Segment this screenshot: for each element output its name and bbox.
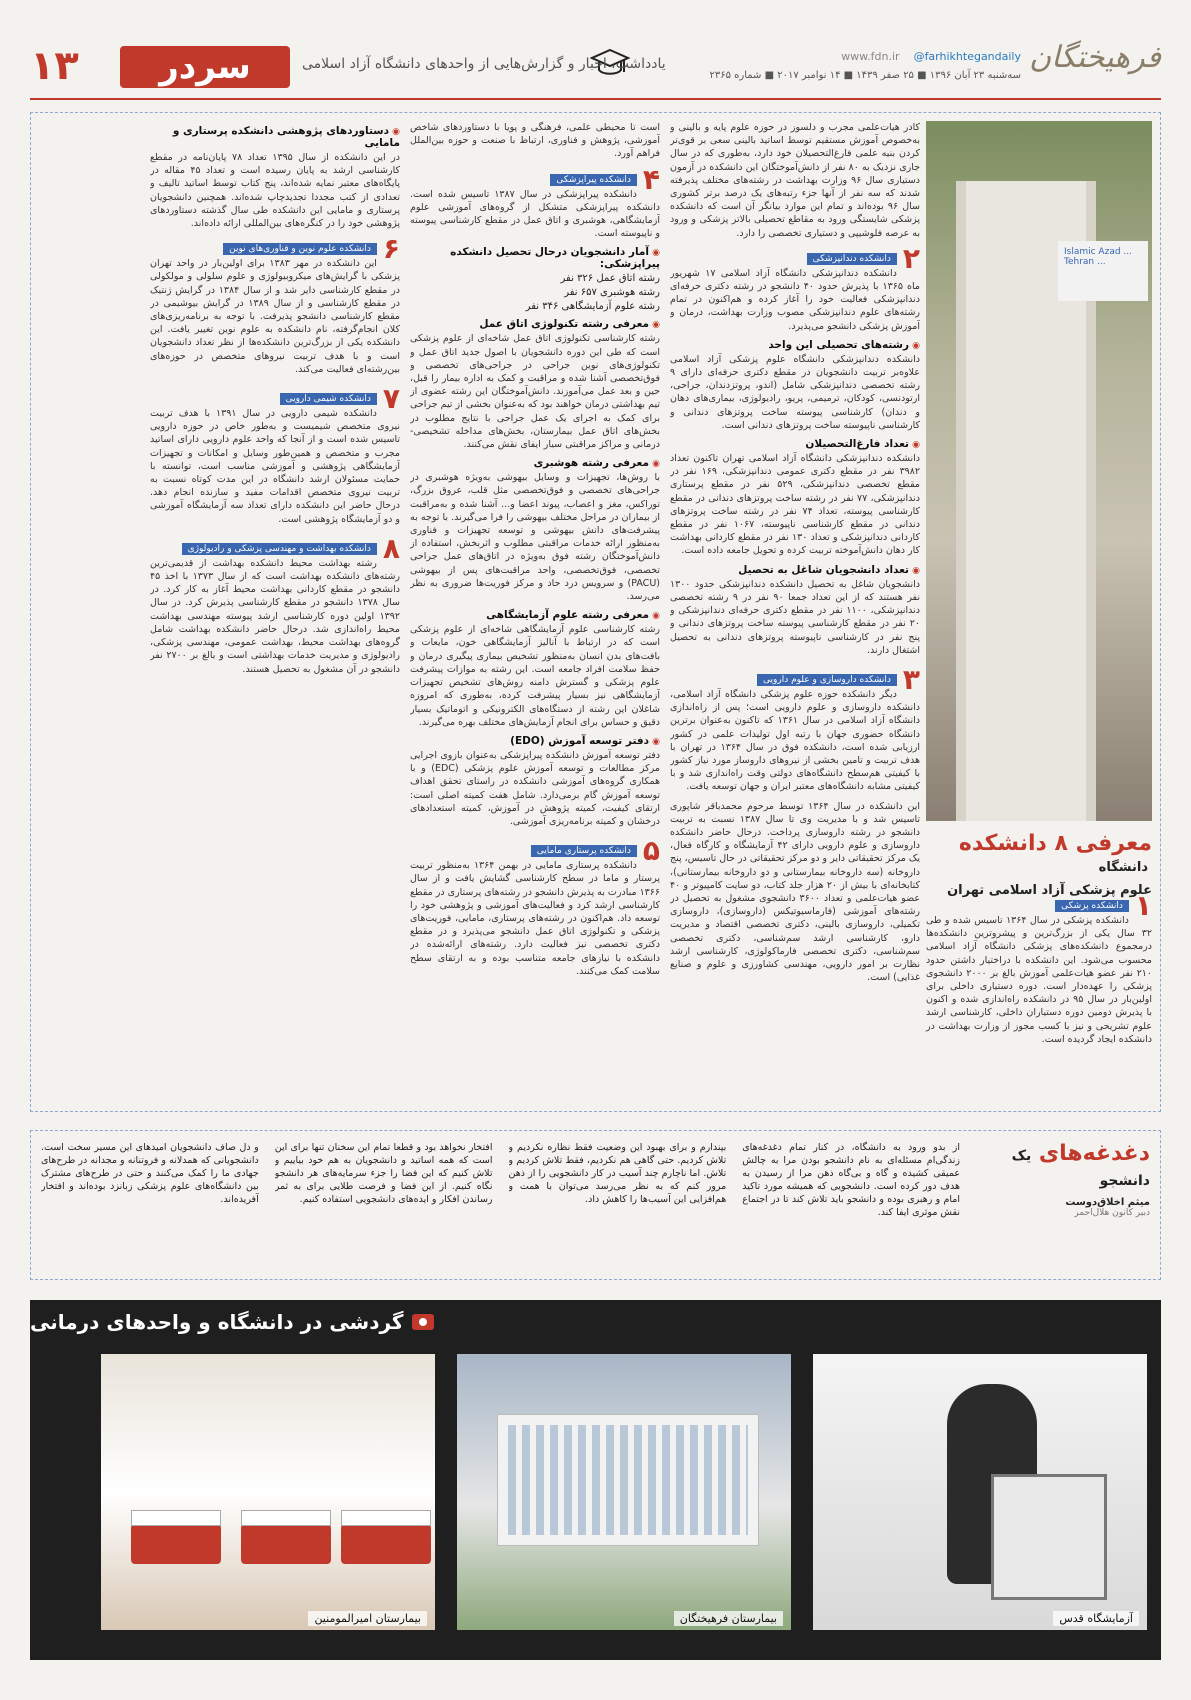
essay-author-role: دبیر کانون هلال‌احمر (1074, 1208, 1150, 1218)
ward-photo[interactable] (101, 1354, 435, 1630)
item-number: ۸ (382, 531, 400, 565)
faculty-tag: دانشکده داروسازی و علوم دارویی (757, 674, 897, 686)
section-banner: سردر (120, 46, 290, 88)
hospital-building (497, 1414, 759, 1546)
essay-title (970, 1141, 1150, 1191)
essay-title-main: دغدغه‌های (1038, 1141, 1150, 1166)
faculty-text: دیگر دانشکده حوزه علوم پزشکی دانشگاه آزاد اسلامی، دانشکده داروسازی و علوم دارویی است؛ پس از راه‌اندازی دانشگاه آزاد اسلامی در سال ۱۳۶۱ که تاکنون به‌عنوان برترین دانشگاه حضوری جهان با رتبه اول تولیدات علمی در کشور ارزیابی شده است، دانشکده فوق در سال ۱۳۶۴ در تهران با هدف تربیت و تامین بخشی از نیروهای داروساز مورد نیاز کشور با کیفیتی هم‌سطح دانشگاه‌های دولتی وقت راه‌اندازی شد و با کیفیتی مشابه دانشگاه‌های معتبر ایران و جهان توسعه یافت. (670, 688, 920, 793)
headline-main: معرفی ۸ دانشکده (958, 831, 1152, 856)
subheading: ◉ معرفی رشته تکنولوژی اتاق عمل (410, 318, 660, 330)
paragraph: است تا محیطی علمی، فرهنگی و پویا با دستاوردهای شاخص آموزشی، پژوهش و فناوری، ارتباط با صنعت و حوزه بین‌الملل فراهم آورد. (410, 122, 660, 160)
lab-photo[interactable] (813, 1354, 1147, 1630)
faculty-paramedical-block (410, 162, 660, 829)
faculty-text: دانشکده پرستاری مامایی در بهمن ۱۳۶۴ به‌منظور تربیت پرستار و ماما در سطح کارشناسی گشایش یافت و از سال ۱۳۶۶ مبادرت به پذیرش دانشجو در رشته‌های پرستاری در مقطع کارشناسی ارشد کرد و فعالیت‌های آموزشی و پژوهشی خود را توسعه داد. هم‌اکنون در رشته‌های پرستاری، مامایی، فوریت‌های پزشکی و تکنولوژی اتاق عمل دانشجو می‌پذیرد و در مقطع دکتری تخصصی نیز فعالیت دارد. رشته‌های ارائه‌شده در دانشکده با نیازهای جامعه متناسب بوده و به ارتقای سطح سلامت کمک می‌کنند. (410, 860, 660, 977)
subheading: ◉ دفتر توسعه آموزش (EDO) (410, 735, 660, 747)
gallery-title: گردشی در دانشگاه و واحدهای درمانی (30, 1310, 404, 1334)
gallery-header (30, 1300, 1161, 1344)
paragraph: دانشکده دندانپزشکی دانشگاه آزاد اسلامی تهران تاکنون تعداد ۳۹۸۲ نفر در مقطع دکتری عمومی دندانپزشکی، ۱۶۹ نفر در مقطع تخصصی دندانپزشکی، ۵۲۹ نفر در مقطع پرستاری دندانپزشکی، ۷۷ نفر در رشته ساخت پروتزهای دندانی در مقطع کارشناسی پیوسته، تعداد ۷۴ نفر در رشته ساخت پروتزهای دندانی در مقطع کارشناسی ناپیوسته، ۱۰۶۷ نفر در مقطع کاردانی دندانپزشکی و تعداد ۱۳۰ نفر در مقطع کاردانی بهداشت کار دهان دانش‌آموخته تربیت کرده و تحویل جامعه داده است. (670, 453, 920, 557)
page-number: ۱۳ (30, 43, 79, 89)
item-number: ۶ (382, 232, 400, 266)
paragraph: دانشکده دندانپزشکی دانشگاه علوم پزشکی آزاد اسلامی علاوه‌بر تربیت دانشجویان در مقطع دکتری حرفه‌ای دارای ۹ رشته تخصصی دندانپزشکی شامل (اندو، پروتزدندان، جراحی، ارتودنسی، کودکان، ترمیمی، پریو، رادیولوژی، بیماری‌های دهان و دندان) کارشناسی پیوسته ساخت پروتزهای دندانی و کارشناسی ناپیوسته ساخت پروتزهای دندانی است. (670, 353, 920, 431)
item-number: ۴ (642, 162, 660, 196)
essay-body (41, 1141, 960, 1269)
faculty-tag: دانشکده علوم نوین و فناوری‌های نوین (223, 243, 377, 255)
item-number: ۱ (1134, 889, 1152, 922)
opinion-essay (30, 1130, 1161, 1280)
paragraph: دفتر توسعه آموزش دانشکده پیراپزشکی به‌عنوان بازوی اجرایی مرکز مطالعات و توسعه آموزش علوم پزشکی (EDC) و با همکاری گروه‌های آموزشی دانشکده در راستای تحقق اهداف توسعه آموزش گام برمی‌دارد. شامل هفت کمیته اصلی است: ارتقای کیفیت، کمیته پژوهش در آموزش، کمیته استعدادهای درخشان و کمیته برنامه‌ریزی آموزشی. (410, 749, 660, 827)
item-number: ۵ (642, 834, 660, 868)
faculty-text: دانشکده دندانپزشکی دانشگاه آزاد اسلامی ۱۷ شهریور ماه ۱۳۶۵ با پذیرش حدود ۴۰ دانشجو در رشته دکتری حرفه‌ای دندانپزشکی فعالیت خود را آغاز کرده و هم‌اکنون در تمام رشته‌های علوم دندانپزشکی مصوب وزارت بهداشت، درمان و آموزش پزشکی دانشجو می‌پذیرد. (670, 267, 920, 332)
item-number: ۲ (902, 241, 920, 275)
faculty-health-block (150, 531, 400, 676)
subheading: ◉ تعداد فارغ‌التحصیلان (670, 438, 920, 450)
essay-title-suffix: یک دانشجو (1011, 1148, 1150, 1189)
essay-header (970, 1141, 1150, 1218)
faculty-text: این دانشکده در مهر ۱۳۸۳ برای اولین‌بار در واحد تهران پزشکی با گرایش‌های میکروبیولوژی و علوم سلولی و مولکولی در مقطع کارشناسی دایر شد و از سال ۱۳۸۴ در گرایش ژنتیک در مقطع کارشناسی و از سال ۱۳۸۹ در گرایش بیوشیمی در مقطع کارشناسی دانشجو پذیرفت. با توجه به برنامه‌ریزی‌های کلان انجام‌گرفته، نام دانشکده به علوم نوین تغییر یافت. این دانشکده یکی از بزرگ‌ترین دانشکده‌ها از نظر تعداد دانشجویان است و با هدف تربیت نیروهای متخصص در حوزه‌های بین‌رشته‌ای فعالیت می‌کند. (150, 258, 400, 375)
faculty-text: دانشکده پیراپزشکی در سال ۱۳۸۷ تاسیس شده است. دانشکده پیراپزشکی متشکل از گروه‌های آموزشی علوم آزمایشگاهی، هوشبری و اتاق عمل در مقطع کارشناسی پیوسته و ناپیوسته است. (410, 188, 660, 240)
faculty-tag: دانشکده دندانپزشکی (807, 253, 897, 265)
hospital-bed (241, 1524, 331, 1564)
faculty-text: دانشکده شیمی دارویی در سال ۱۳۹۱ با هدف تربیت نیروی متخصص شیمیست و به‌طور خاص در حوزه دارویی تاسیس شده است و از آنجا که واحد علوم دارویی دارای اساتید مجرب و متخصص و همین‌طور وسایل و امکانات و تجهیزات آزمایشگاهی پژوهشی و آموزشی مناسب است، توانسته با حمایت مسئولان ارشد دانشگاه در این مدت کوتاه نسبت به تربیت نیروی متخصص اقدامات مفید و سازنده انجام دهد. درحال حاضر این دانشکده دارای تعداد سه آزمایشگاه آموزشی و دو آزمایشگاه پژوهشی است. (150, 408, 400, 525)
hospital-photo[interactable] (457, 1354, 791, 1630)
building-photo (926, 121, 1152, 821)
social-links (841, 50, 1021, 63)
essay-paragraph: افتخار نخواهد بود و قطعا تمام این سخنان تنها برای این است که همه اساتید و دانشجویان به هم خود بیاییم و تلاش کنیم که این فضا را جزء سرمایه‌های هر دانشجو نگاه کنیم. از این فضا و فرصت طلایی برای به ثمر رساندن افکار و ایده‌های دانشجویی استفاده کنیم. (274, 1142, 493, 1205)
paragraph: رشته کارشناسی تکنولوژی اتاق عمل شاخه‌ای از علوم پزشکی است که طی این دوره دانشجویان با اصول جدید اتاق عمل و تکنولوژی‌های نوین جراحی در جراحی‌های تخصصی و فوق‌تخصصی آشنا شده و مراقبت و کمک به اداره بیمار را قبل، حین و بعد عمل می‌آموزند. دانش‌آموختگان این رشته عضوی از تیم بهداشتی درمان خواهند بود که به‌عنوان بخشی از تیم جراحی برای کمک به اجرای یک عمل جراحی با نتایج مطلوب در بخش‌های اتاق عمل بیمارستان، بخش‌های مداخله تشخیصی-درمانی و مراکز مراقبتی سیار ایفای نقش می‌کنند. (410, 333, 660, 451)
faculty-tag: دانشکده شیمی دارویی (280, 393, 377, 405)
medicine-continued: کادر هیات‌علمی مجرب و دلسوز در حوزه علوم پایه و بالینی و به‌خصوص آموزش مستقیم توسط اساتید بالینی سعی بر قوی‌تر کردن بنیه علمی فارغ‌التحصیلان خود دارد، به‌طوری که در سال جاری نزدیک به ۸۰ نفر از دانش‌آموختگان این دانشکده در آزمون دستیاری سال ۹۶ وزارت بهداشت در رشته‌های مختلف پذیرفته شدند که سه نفر از آنها جزء رتبه‌های یک درصد برتر کشوری سال ۹۶ بوده‌اند و تمام این موارد بیانگر آن است که دانشکده پزشکی شایستگی ورود به مقاطع تحصیلی بالاتر پزشکی و ورود به عرصه فلوشیپی و دستیاری تخصصی را دارد. (670, 122, 920, 239)
camera-icon (412, 1314, 434, 1330)
faculty-pharmacy-block (670, 662, 920, 984)
masthead (30, 40, 1161, 90)
column-c (150, 121, 400, 1103)
photo-caption: بیمارستان امیرالمومنین (308, 1611, 427, 1626)
faculty-tag: دانشکده پزشکی (1055, 900, 1129, 912)
newspaper-logo[interactable]: فرهیختگان (1029, 40, 1161, 75)
essay-paragraph: بپندارم و برای بهبود این وضعیت فقط نظاره نکردیم و تلاش کردیم. حتی گاهی هم نکردیم، فقط تلاش کردیم و تلاش. اما ناچارم چند آسیب در کار دانشجویی را از ذهن مرور کنم که به نظر می‌رسد می‌توان با همت و هم‌افزایی این آسیب‌ها را کاهش داد. (508, 1142, 727, 1205)
hospital-bed (341, 1524, 431, 1564)
stat-line: رشته هوشبری ۶۵۷ نفر (564, 287, 660, 299)
faculty-nursing-block (410, 834, 660, 978)
faculty-text: رشته بهداشت محیط دانشکده بهداشت از قدیمی‌ترین رشته‌های دانشکده بهداشت است که از سال ۱۳۷۳ با اخذ ۴۵ دانشجو در مقطع کاردانی بهداشت محیط آغاز به کار کرد. در سال ۱۳۷۸ دانشجو در مقطع کارشناسی پذیرش کرد. در سال ۱۳۹۲ اولین دوره کارشناسی ارشد پیوسته مهندسی بهداشت محیط راه‌اندازی شد. درحال حاضر دانشکده بهداشت شامل گروه‌های بهداشت محیط، بهداشت عمومی، مهندسی پزشکی، رادیولوژی و مدیریت خدمات بهداشتی است و بالغ بر ۲۷۰۰ نفر دانشجو در آن مشغول به تحصیل هستند. (150, 557, 400, 675)
masthead-rule (30, 98, 1161, 100)
photo-caption: بیمارستان فرهیختگان (674, 1611, 783, 1626)
faculty-tag: دانشکده پرستاری مامایی (531, 845, 637, 857)
column-b (410, 121, 660, 1103)
faculty-dentistry-block (670, 241, 920, 657)
paragraph: رشته کارشناسی علوم آزمایشگاهی شاخه‌ای از علوم پزشکی است که در ارتباط با آنالیز آزمایشگاهی خون، مایعات و بافت‌های بدن انسان به‌منظور تشخیص بیماری پیگیری درمان و حفظ سلامت افراد جامعه است. این رشته به موازات پیشرفت علوم پزشکی و گسترش دامنه روش‌های تشخیص تجهیزات آزمایشگاهی نیز بسیار پیشرفت کرده، به‌طوری که امروزه شاغلان این رشته از دستگاه‌های الکترونیکی و اتوماتیک بسیار دقیق و حساس برای انجام آزمایش‌های مختلف بهره می‌گیرند. (410, 624, 660, 728)
dateline: سه‌شنبه ۲۳ آبان ۱۳۹۶ ■ ۲۵ صفر ۱۴۳۹ ■ ۱۴ نوامبر ۲۰۱۷ ■ شماره ۲۳۶۵ (709, 70, 1021, 81)
telegram-link[interactable]: @farhikhtegandaily (913, 50, 1021, 63)
essay-paragraph: از بدو ورود به دانشگاه، در کنار تمام دغدغه‌های زندگی‌ام مسئله‌ای به نام دانشجو بودن مرا به چالش عمیقی کشیده و گاه و بی‌گاه ذهن مرا از رسیدن به هدف دور کرده است. دانشجویی که همیشه مورد تاکید امام و رهبری بوده و دانشجو باید تلاش کند تا در اجتماع نقش موثری ایفا کند. (742, 1142, 960, 1218)
stat-line: رشته اتاق عمل ۳۲۶ نفر (560, 273, 660, 285)
paragraph: با روش‌ها، تجهیزات و وسایل بیهوشی به‌ویژه هوشبری در جراحی‌های تخصصی و فوق‌تخصصی مثل قلب، عروق بزرگ، توراکس، مغز و اعصاب، پیوند اعضا و... آشنا شده و به‌مراقبت از بیماران در مراحل مختلف بیهوشی را فرا می‌گیرند. با توجه به پیشرفت‌های دانش بیهوشی و توسعه تجهیزات و فناوری به‌منظور ارائه خدمات مراقبتی مطلوب و اثربخش، استفاده از دانش‌آموختگان رشته فوق به‌ویژه در اتاق‌های عمل جراحی تخصصی، فوق‌تخصصی، واحد مراقبت‌های پس از بیهوشی (PACU) و سرویس درد حاد و مرکز فوریت‌ها ضروری به نظر می‌رسد. (410, 472, 660, 603)
essay-paragraph: و دل صاف دانشجویان امیدهای این مسیر سخت است. دانشجویانی که همدلانه و فروتنانه و مجدانه در طرح‌های جهادی ما را کمک می‌کنند و حتی در طرح‌های مشترک بین دانشگاه‌های علوم پزشکی زبانزد بوده‌اند و افتخار آفریده‌اند. (41, 1142, 259, 1205)
subheading: ◉ تعداد دانشجویان شاغل به تحصیل (670, 564, 920, 576)
paragraph: دانشجویان شاغل به تحصیل دانشکده دندانپزشکی حدود ۱۳۰۰ نفر هستند که از این تعداد جمعا ۹۰ نفر در ۹ رشته تخصصی دندانپزشکی، ۱۱۰۰ نفر در مقطع دکتری حرفه‌ای دندانپزشکی و ۲۰ نفر در مقطع کارشناسی پیوسته ساخت پروتزهای دندانی و پنج نفر در کارشناسی ناپیوسته پروتزهای دندانی به تحصیل اشتغال دارند. (670, 578, 920, 656)
microscope (991, 1474, 1107, 1600)
item-number: ۳ (902, 662, 920, 696)
website-link[interactable]: www.fdn.ir (841, 50, 900, 63)
faculty-pharma-chem-block (150, 382, 400, 526)
subheading: ◉ معرفی رشته هوشبری (410, 457, 660, 469)
subheading: ◉ دستاوردهای پژوهشی دانشکده پرستاری و مامایی (150, 125, 400, 149)
column-a (670, 121, 920, 1103)
stat-line: رشته علوم آزمایشگاهی ۳۴۶ نفر (525, 301, 660, 313)
headline-suffix: دانشگاه (1098, 860, 1148, 875)
feature-headline (926, 831, 1152, 898)
subheading: ◉ رشته‌های تحصیلی این واحد (670, 339, 920, 351)
faculty-text: این دانشکده در سال ۱۳۶۴ توسط مرحوم محمدباقر شاپوری تاسیس شد و با مدیریت وی تا سال ۱۳۸۷ نسبت به تربیت دانشجو در رشته داروسازی پرداخت. درحال حاضر دانشکده داروسازی و علوم دارویی دارای ۴۲ آزمایشگاه و کارگاه فعال، یک مرکز تحقیقاتی دایر و دو مرکز تحقیقاتی در حال تاسیس، پنج داروخانه (سه داروخانه بیمارستانی و دو داروخانه بیمارستانی)، کتابخانه‌ای با بیش از ۲۰ هزار جلد کتاب، دو سایت کامپیوتر و ۴۰ عضو هیات‌علمی و تعداد ۳۶۰۰ دانشجوی مشغول به تحصیل در رشته‌های آموزشی (فارماسیوتیکس (داروسازی)، داروسازی تکمیلی، داروسازی بالینی، دکتری تخصصی اقتصاد و مدیریت دارو، کارشناسی ارشد سم‌شناسی، دکتری تخصصی سم‌شناسی، دکتری تخصصی فارماکولوژی، کارشناسی ارشد نظارت بر امور دارویی، مهندسی کشاورزی و علوم و صنایع غذایی) است. (670, 800, 920, 984)
faculty-tag: دانشکده پیراپزشکی (550, 174, 636, 186)
section-subtitle: یادداشت، اخبار و گزارش‌هایی از واحدهای دانشگاه آزاد اسلامی (302, 56, 666, 72)
subheading: ◉ معرفی رشته علوم آزمایشگاهی (410, 609, 660, 621)
photo-gallery (30, 1300, 1161, 1660)
building-sign: Islamic Azad ... Tehran ... (1058, 241, 1148, 301)
faculty-modern-sciences-block (150, 232, 400, 376)
subheading: ◉ آمار دانشجویان درحال تحصیل دانشکده پیراپزشکی: (410, 246, 660, 270)
photo-caption: آزمایشگاه قدس (1053, 1611, 1139, 1626)
headline-subtitle: علوم پزشکی آزاد اسلامی تهران (947, 883, 1152, 898)
essay-author: میثم اخلاق‌دوست (1065, 1197, 1150, 1208)
paragraph: در این دانشکده از سال ۱۳۹۵ تعداد ۷۸ پایان‌نامه در مقطع کارشناسی ارشد به پایان رسیده است و تعداد ۴۵ مقاله در پایگاه‌های معتبر نمایه شده‌اند، پنج کتاب توسط اساتید تالیف و تعدادی از کتب مجددا تجدیدچاپ شده‌اند. همچنین دانشجویان پرستاری و مامایی این دانشکده طی سال گذشته دستاوردهای پژوهشی خود را در کنگره‌های بین‌المللی ارائه داده‌اند. (150, 152, 400, 230)
main-feature (30, 112, 1161, 1112)
hospital-bed (131, 1524, 221, 1564)
faculty-text: دانشکده پزشکی در سال ۱۳۶۴ تاسیس شده و طی ۳۲ سال یکی از بزرگ‌ترین و پیشروترین دانشکده‌ها درمجموع دانشکده‌های پزشکی دانشگاه آزاد اسلامی محسوب می‌شود. این دانشکده با دراختیار داشتن حدود ۲۱۰ نفر عضو هیات‌علمی آموزش بالغ بر ۲۰۰۰ دانشجوی پزشکی را عهده‌دار است. دوره دستیاری داخلی برای اولین‌بار در سال ۹۵ در دانشکده راه‌اندازی شده و اکنون با پذیرش دومین دوره دستیاران داخلی، کارشناسی ارشد علوم تشریحی و نیز با کسب مجوز از وزارت بهداشت در دانشکده ایجاد گردیده است. (926, 915, 1152, 1045)
item-number: ۷ (382, 382, 400, 416)
faculty-tag: دانشکده بهداشت و مهندسی پزشکی و رادیولوژی (182, 543, 377, 555)
